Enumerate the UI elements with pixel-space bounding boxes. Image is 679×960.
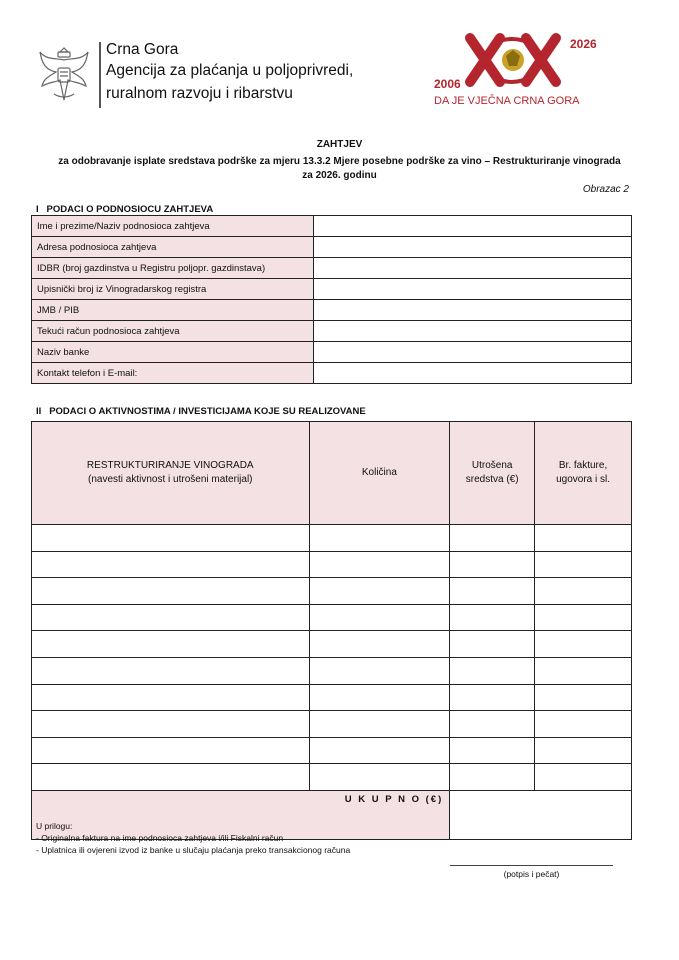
- row-label: IDBR (broj gazdinstva u Registru poljopr. gazdinstava): [32, 258, 314, 279]
- invoice-cell[interactable]: [535, 604, 632, 631]
- invoice-cell[interactable]: [535, 525, 632, 552]
- col-quantity-header: Količina: [309, 422, 450, 525]
- invoice-cell[interactable]: [535, 711, 632, 738]
- eagle-emblem-icon: [502, 49, 524, 71]
- table-row: [32, 578, 632, 605]
- form-number: Obrazac 2: [582, 184, 629, 195]
- table-row: [32, 279, 632, 300]
- row-label: Upisnički broj iz Vinogradarskog registra: [32, 279, 314, 300]
- funds-cell[interactable]: [450, 578, 535, 605]
- col-funds-title: Utrošena: [471, 460, 513, 471]
- activity-cell[interactable]: [32, 711, 310, 738]
- col-invoice-sub: ugovora i sl.: [556, 474, 611, 485]
- table-row: [32, 258, 632, 279]
- table-row: [32, 237, 632, 258]
- funds-cell[interactable]: [450, 631, 535, 658]
- signature-line[interactable]: [450, 865, 613, 866]
- signature-label: (potpis i pečat): [503, 869, 560, 879]
- table-row: [32, 631, 632, 658]
- activity-cell[interactable]: [32, 764, 310, 791]
- quantity-cell[interactable]: [309, 525, 450, 552]
- invoice-cell[interactable]: [535, 657, 632, 684]
- col-activity-hint: (navesti aktivnost i utrošeni materijal): [88, 474, 253, 485]
- row-label: Naziv banke: [32, 342, 314, 363]
- quantity-cell[interactable]: [309, 764, 450, 791]
- invoice-cell[interactable]: [535, 631, 632, 658]
- bank-name-field[interactable]: [314, 342, 632, 363]
- quantity-cell[interactable]: [309, 604, 450, 631]
- col-funds-unit: sredstva (€): [465, 474, 519, 485]
- section1-title: I PODACI O PODNOSIOCU ZAHTJEVA: [36, 204, 214, 215]
- quantity-cell[interactable]: [309, 711, 450, 738]
- activity-cell[interactable]: [32, 684, 310, 711]
- col-funds-header: [450, 422, 535, 525]
- activities-table: [31, 421, 632, 840]
- activity-cell[interactable]: [32, 525, 310, 552]
- funds-cell[interactable]: [450, 551, 535, 578]
- bank-account-field[interactable]: [314, 321, 632, 342]
- table-row: [32, 604, 632, 631]
- anniversary-year-start: 2006: [434, 77, 461, 91]
- table-row: [32, 737, 632, 764]
- invoice-cell[interactable]: [535, 578, 632, 605]
- activity-cell[interactable]: [32, 578, 310, 605]
- row-label: Adresa podnosioca zahtjeva: [32, 237, 314, 258]
- attachment-item: - Originalna faktura na ime podnosioca zahtjeva i/ili Fiskalni račun: [36, 833, 284, 843]
- form-title: ZAHTJEV: [316, 139, 363, 150]
- invoice-cell[interactable]: [535, 737, 632, 764]
- table-header-row: [32, 422, 632, 525]
- total-label: U K U P N O (€): [32, 790, 450, 839]
- table-row: [32, 300, 632, 321]
- col-invoice-header: [535, 422, 632, 525]
- invoice-cell[interactable]: [535, 551, 632, 578]
- col-activity-title: RESTRUKTURIRANJE VINOGRADA: [86, 460, 254, 471]
- table-row: [32, 764, 632, 791]
- table-row: [32, 342, 632, 363]
- org-name-line2: ruralnom razvoju i ribarstvu: [106, 85, 293, 102]
- contact-field[interactable]: [314, 363, 632, 384]
- row-label: JMB / PIB: [32, 300, 314, 321]
- funds-cell[interactable]: [450, 525, 535, 552]
- activity-cell[interactable]: [32, 604, 310, 631]
- activity-cell[interactable]: [32, 737, 310, 764]
- col-activity-header: [32, 422, 310, 525]
- table-row: [32, 711, 632, 738]
- quantity-cell[interactable]: [309, 737, 450, 764]
- table-row: [32, 684, 632, 711]
- col-invoice-title: Br. fakture,: [558, 460, 608, 471]
- activity-cell[interactable]: [32, 631, 310, 658]
- applicant-address-field[interactable]: [314, 237, 632, 258]
- header-divider: [99, 42, 101, 108]
- quantity-cell[interactable]: [309, 578, 450, 605]
- table-row: [32, 657, 632, 684]
- invoice-cell[interactable]: [535, 684, 632, 711]
- table-row: [32, 216, 632, 237]
- row-label: Tekući račun podnosioca zahtjeva: [32, 321, 314, 342]
- idbr-field[interactable]: [314, 258, 632, 279]
- row-label: Kontakt telefon i E-mail:: [32, 363, 314, 384]
- attachments-block: [36, 820, 350, 856]
- table-row: [32, 525, 632, 552]
- applicant-data-table: [31, 215, 632, 384]
- quantity-cell[interactable]: [309, 657, 450, 684]
- funds-cell[interactable]: [450, 711, 535, 738]
- coat-of-arms-icon: [36, 42, 92, 106]
- quantity-cell[interactable]: [309, 631, 450, 658]
- funds-cell[interactable]: [450, 684, 535, 711]
- org-name-line1: Agencija za plaćanja u poljoprivredi,: [106, 62, 354, 79]
- table-row: [32, 363, 632, 384]
- jmb-pib-field[interactable]: [314, 300, 632, 321]
- attachment-item: - Uplatnica ili ovjereni izvod iz banke u slučaju plaćanja preko transakcionog računa: [36, 845, 351, 855]
- anniversary-year-end: 2026: [570, 37, 597, 51]
- quantity-cell[interactable]: [309, 684, 450, 711]
- funds-cell[interactable]: [450, 764, 535, 791]
- applicant-name-field[interactable]: [314, 216, 632, 237]
- quantity-cell[interactable]: [309, 551, 450, 578]
- funds-cell[interactable]: [450, 657, 535, 684]
- table-row: [32, 321, 632, 342]
- row-label: Ime i prezime/Naziv podnosioca zahtjeva: [32, 216, 314, 237]
- activity-cell[interactable]: [32, 551, 310, 578]
- invoice-cell[interactable]: [535, 764, 632, 791]
- org-country: Crna Gora: [106, 41, 179, 58]
- funds-cell[interactable]: [450, 737, 535, 764]
- vineyard-registry-number-field[interactable]: [314, 279, 632, 300]
- form-subtitle-line1: za odobravanje isplate sredstava podrške za mjeru 13.3.2 Mjere posebne podrške za vino – Restrukturiranje vinograda: [58, 156, 621, 167]
- section2-title: II PODACI O AKTIVNOSTIMA / INVESTICIJAMA KOJE SU REALIZOVANE: [36, 406, 366, 417]
- anniversary-slogan: DA JE VJEČNA CRNA GORA: [434, 95, 580, 107]
- anniversary-logo: [430, 30, 610, 112]
- table-row: [32, 551, 632, 578]
- form-subtitle-line2: za 2026. godinu: [302, 170, 377, 181]
- attachments-title: U prilogu:: [36, 821, 73, 831]
- total-value-cell[interactable]: [450, 790, 632, 839]
- funds-cell[interactable]: [450, 604, 535, 631]
- activity-cell[interactable]: [32, 657, 310, 684]
